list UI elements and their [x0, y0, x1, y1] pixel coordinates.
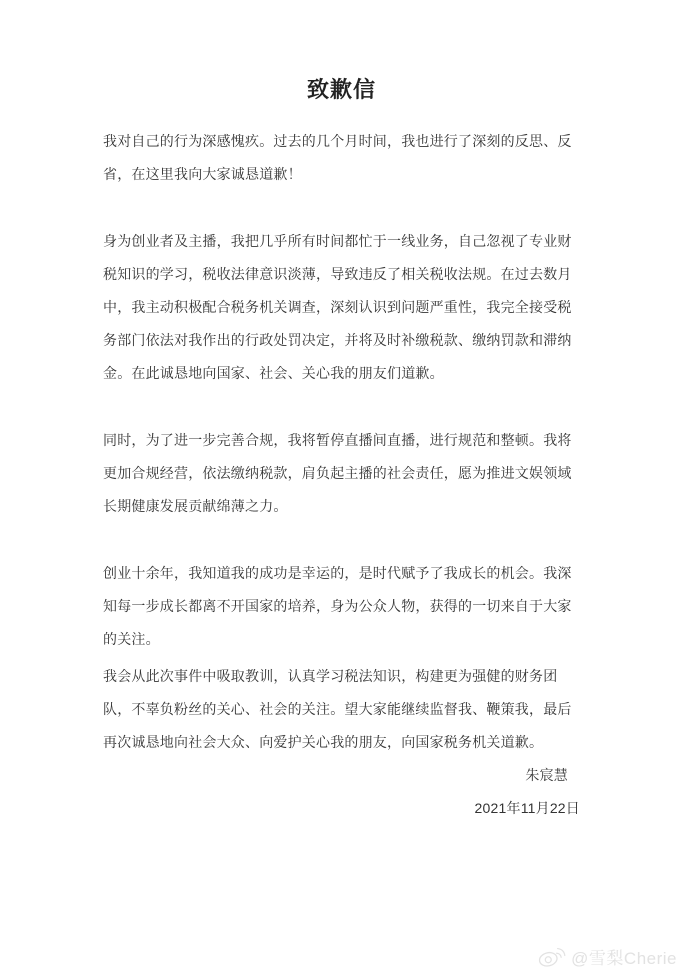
- signature-date: 2021年11月22日: [474, 800, 580, 816]
- weibo-watermark: [538, 944, 677, 969]
- letter-paragraph-5: 我会从此次事件中吸取教训，认真学习税法知识，构建更为强健的财务团队，不辜负粉丝的关心、社会的关注。望大家能继续监督我、鞭策我，最后再次诚恳地向社会大众、向爱护关心我的朋友，向国家税务机关道歉。: [103, 668, 572, 750]
- letter-title: 致歉信: [306, 77, 376, 102]
- watermark-handle: @雪梨Cherie: [571, 949, 677, 968]
- weibo-logo-icon: [538, 945, 566, 968]
- letter-paragraph-1: 我对自己的行为深感愧疚。过去的几个月时间，我也进行了深刻的反思、反省，在这里我向大家诚恳道歉！: [103, 133, 572, 182]
- signature-block: [103, 759, 580, 825]
- letter-paragraph-4: 创业十余年，我知道我的成功是幸运的，是时代赋予了我成长的机会。我深知每一步成长都离不开国家的培养，身为公众人物，获得的一切来自于大家的关注。: [103, 565, 572, 647]
- letter-paragraph-2: 身为创业者及主播，我把几乎所有时间都忙于一线业务，自己忽视了专业财税知识的学习，税收法律意识淡薄，导致违反了相关税收法规。在过去数月中，我主动积极配合税务机关调查，深刻认识到问题严重性，我完全接受税务部门依法对我作出的行政处罚决定，并将及时补缴税款、缴纳罚款和滞纳金。在此诚恳地向国家、社会、关心我的朋友们道歉。: [103, 233, 572, 381]
- signature-name: 朱宸慧: [525, 767, 568, 783]
- letter-paragraph-3: 同时，为了进一步完善合规，我将暂停直播间直播，进行规范和整顿。我将更加合规经营，依法缴纳税款，肩负起主播的社会责任，愿为推进文娱领域长期健康发展贡献绵薄之力。: [103, 432, 572, 514]
